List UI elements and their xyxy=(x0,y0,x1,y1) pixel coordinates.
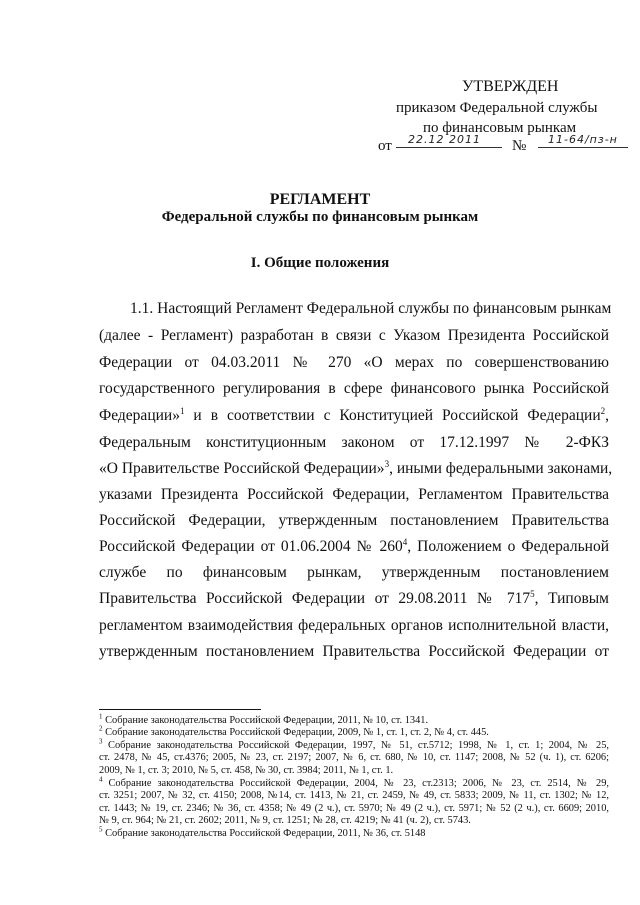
body-line xyxy=(99,643,609,661)
footnote-text: ст. 2478, № 45, ст.4376; 2005, № 23, ст. 2197; 2007, № 6, ст. 680, № 10, ст. 1147; 2008, № 52 (ч. 1), ст. 6206; xyxy=(99,752,609,763)
footnote-number: 4 xyxy=(99,775,103,784)
footnote-line xyxy=(99,790,609,801)
footnote-text: ст. 1443; № 19, ст. 2346; № 36, ст. 4358; № 49 (2 ч.), ст. 5970; № 49 (2 ч.), ст. 5971; № 52 (2 ч.), ст. 6609; 2010, xyxy=(99,803,609,814)
body-text: и в соответствии с Конституцией Российской Федерации xyxy=(184,407,601,424)
document-title: РЕГЛАМЕНТ xyxy=(269,191,371,208)
body-line xyxy=(99,538,609,556)
body-text: службе по финансовым рынкам, утвержденным постановлением xyxy=(99,564,609,581)
footnote-line xyxy=(99,815,609,826)
footnote-line xyxy=(99,825,609,839)
footnote-ref: 4 xyxy=(402,536,408,547)
body-text: Федерации» xyxy=(99,407,180,424)
approval-authority-line: по финансовым рынкам xyxy=(423,120,577,136)
body-text: , Положением о Федеральной xyxy=(407,538,609,555)
body-line xyxy=(130,300,612,318)
body-text: Российской Федерации от 01.06.2004 № 260 xyxy=(99,538,403,555)
body-text: Федеральным конституционным законом от 17.12.1997 № 2-ФКЗ xyxy=(99,434,609,451)
body-text: , Типовым xyxy=(534,590,609,607)
section-heading: I. Общие положения xyxy=(250,255,390,271)
footnote-text: ст. 3251; 2007, № 32, ст. 4150; 2008, №14, ст. 1413, № 21, ст. 2459, № 49, ст. 5833; 2009, № 11, ст. 1302; № 12, xyxy=(99,790,609,801)
body-text: государственного регулирования в сфере финансового рынка Российской xyxy=(99,380,609,397)
body-text: Правительства Российской Федерации от 29.08.2011 № 717 xyxy=(99,590,531,607)
footnote-ref: 1 xyxy=(179,405,185,416)
body-line xyxy=(99,458,613,478)
footnote-number: 2 xyxy=(99,724,103,733)
footnote-text: Собрание законодательства Российской Федерации, 2011, № 10, ст. 1341. xyxy=(102,715,429,726)
approval-handwritten-date: 22.12 2011 xyxy=(396,133,502,148)
body-line xyxy=(99,617,609,635)
body-text: утвержденным постановлением Правительства Российской Федерации от xyxy=(99,643,609,660)
footnote-line xyxy=(99,775,609,789)
footnote-number: 5 xyxy=(99,825,103,834)
body-text: , xyxy=(605,407,609,424)
footnote-text: Собрание законодательства Российской Федерации, 2004, № 23, ст.2313; 2006, № 23, ст. 2514, № 29, xyxy=(102,778,609,789)
footnote-line xyxy=(99,752,609,763)
body-line xyxy=(99,327,609,345)
footnote-text: № 9, ст. 964; № 21, ст. 2602; 2011, № 9, ст. 1251; № 28, ст. 4219; № 41 (ч. 2), ст. 5743. xyxy=(99,815,471,826)
body-text: (далее - Регламент) разработан в связи с Указом Президента Российской xyxy=(99,327,609,344)
approval-number-prefix: № xyxy=(512,138,527,154)
footnote-line xyxy=(99,724,609,738)
body-line xyxy=(99,512,609,530)
footnote-text: 2009, № 1, ст. 3; 2010, № 5, ст. 458, № 30, ст. 3984; 2011, № 1, ст. 1. xyxy=(99,765,394,776)
body-text: указами Президента Российской Федерации, Регламентом Правительства xyxy=(99,486,609,503)
footnote-ref: 2 xyxy=(600,405,606,416)
body-text: Российской Федерации, утвержденным постановлением Правительства xyxy=(99,512,609,529)
body-text: 1.1. Настоящий Регламент Федеральной службы по финансовым рынкам xyxy=(130,300,612,317)
body-text: регламентом взаимодействия федеральных органов исполнительной власти, xyxy=(99,617,609,634)
footnote-number: 3 xyxy=(99,737,103,746)
body-line xyxy=(99,354,609,372)
body-line xyxy=(99,590,609,608)
body-text: , иными федеральными законами, xyxy=(389,460,613,477)
footnote-line xyxy=(99,712,609,726)
body-line xyxy=(99,486,609,504)
approval-date-prefix: от xyxy=(378,138,392,154)
footnote-line xyxy=(99,765,609,776)
footnote-text: Собрание законодательства Российской Федерации, 1997, № 51, ст.5712; 1998, № 1, ст. 1; 2004, № 25, xyxy=(102,740,609,751)
body-text: Федерации от 04.03.2011 № 270 «О мерах по совершенствованию xyxy=(99,354,609,371)
approval-title: УТВЕРЖДЕН xyxy=(462,78,559,95)
document-subtitle: Федеральной службы по финансовым рынкам xyxy=(161,209,479,225)
footnote-ref: 5 xyxy=(530,588,535,599)
approval-handwritten-number: 11-64/пз-н xyxy=(538,133,628,148)
footnote-line xyxy=(99,803,609,814)
approval-order-line: приказом Федеральной службы xyxy=(396,100,598,116)
footnote-number: 1 xyxy=(99,712,103,721)
footnote-line xyxy=(99,737,609,751)
body-line xyxy=(99,564,609,582)
body-text: «О Правительстве Российской Федерации» xyxy=(99,460,385,477)
footnote-text: Собрание законодательства Российской Федерации, 2011, № 36, ст. 5148 xyxy=(102,828,426,839)
body-line xyxy=(99,407,609,425)
footnote-text: Собрание законодательства Российской Федерации, 2009, № 1, ст. 1, ст. 2, № 4, ст. 445. xyxy=(102,727,489,738)
body-line xyxy=(99,434,609,452)
footnote-divider xyxy=(99,709,261,710)
footnote-ref: 3 xyxy=(384,458,390,469)
body-line xyxy=(99,380,609,398)
